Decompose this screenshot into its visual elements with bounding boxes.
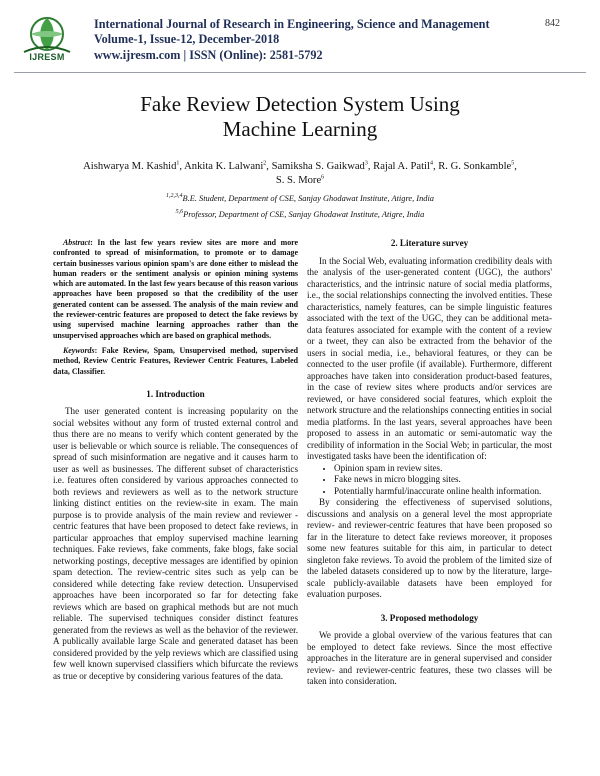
journal-name: International Journal of Research in Engineering, Science and Management <box>94 17 490 31</box>
author-list <box>40 160 560 188</box>
list-item: • Fake news in micro blogging sites. <box>334 474 552 486</box>
author-sup: 5 <box>511 160 515 167</box>
right-column <box>307 238 552 688</box>
ijresm-logo-icon <box>14 12 80 74</box>
author-sep: , <box>432 161 439 172</box>
author-name: Ankita K. Lalwani <box>184 161 264 172</box>
left-column <box>53 238 298 682</box>
affiliation-sup: 5,6 <box>175 209 184 216</box>
keywords-label: Keywords <box>63 345 95 355</box>
author-sup: 1 <box>176 160 180 167</box>
author-sep: , <box>266 161 272 172</box>
author-sup: 2 <box>263 160 267 167</box>
author-name: Samiksha S. Gaikwad <box>271 161 365 172</box>
affiliation-sup: 1,2,3,4 <box>166 193 183 200</box>
author-sup: 4 <box>429 160 433 167</box>
page-number: 842 <box>545 18 560 29</box>
section-heading-literature-survey: 2. Literature survey <box>390 238 469 248</box>
author-sup: 3 <box>364 160 368 167</box>
author-sep: , <box>514 161 517 172</box>
literature-paragraph-1: In the Social Web, evaluating information credibility deals with the analysis of the user-generated content (UGC), the authors' characteristics, and the intrinsic nature of social media platforms, i.e., the social relationships connecting the involved entities. These characteristics, namely features, can be simple linguistic features associated with the text of the UGC, they can be additional meta-data features associated for example with the content of a review or a tweet, they can also be extracted from the behavior of the users in social media, i.e., behavioral features, or they can be connected to the user profile (if available). Furthermore, different approaches have taken into consideration product-based features, in the case of review sites where products and/or services are reviewed, or have considered social features, which exploit the network structure and the relationships connecting entities in social media platforms. In the last years, several approaches have been proposed to assess in an automatic or semi-automatic way the credibility of information in the Social Web; in particular, the most investigated tasks have been the identification of: <box>307 255 552 461</box>
section-heading-introduction: 1. Introduction <box>146 388 205 399</box>
section-heading-proposed-methodology: 3. Proposed methodology <box>380 612 479 623</box>
author-name: S. S. More <box>275 175 322 186</box>
author-name: Rajal A. Patil <box>373 161 430 172</box>
author-name: Aishwarya M. Kashid <box>83 161 177 172</box>
journal-volume: Volume-1, Issue-12, December-2018 <box>94 32 280 47</box>
title-line-2: Machine Learning <box>222 117 378 141</box>
list-item: • Potentially harmful/inaccurate online health information. <box>334 486 552 498</box>
affiliation-2: $^{5,6}$Professor, Department of CSE, Sanjay Ghodawat Institute, Atigre, India <box>175 209 425 219</box>
author-sep: , <box>179 161 185 172</box>
keywords-text: : Fake Review, Spam, Unsupervised method, supervised method, Review Centric Features, Reviewer Centric Features, Labeled data, Classifier. <box>53 345 298 376</box>
abstract-label: Abstract <box>63 238 91 247</box>
abstract <box>53 238 298 341</box>
author-sup: 6 <box>321 174 325 181</box>
title-line-1: Fake Review Detection System Using <box>140 92 460 116</box>
introduction-paragraph: The user generated content is increasing popularity on the social websites without any form of trusted external control and thus there are no means to verify which content generated by the user is believable or which source is reliable. The consequences of spread of such misinformation are negative and it causes harm to user as well as businesses. The different subset of characteristics i.e. features often considered by various approaches connected to both reviews and reviewers as well as to the network structure linking distinct entities on the review-site in exam. The main purpose is to provide analysis of the main review and reviewer -centric features that have been proposed to detect fake reviews, in particular approaches that employ supervised machine learning techniques. Fake reviews, fake comments, fake blogs, fake social networking postings, deceptive messages are identified by opinion spam detection. The review-centric sites such as yelp can be considered while detecting fake review detection. Unsupervised approaches have been incorporated so far for detecting fake reviews which are based on graphical methods but are not much reliable. The supervised techniques consider distinct features generated from the reviews as well as the behavior of the reviewer. A publically available large Scale and generated dataset has been considered provided by the yelp reviews which are classified using few well known supervised classifiers which bifurcate the reviews as true or deceptive by considering various features of the data. <box>53 406 298 681</box>
abstract-text: : In the last few years review sites are more and more confronted to spread of misinformation, to promote or to damage certain businesses various opinion spam's are done either to mislead the human readers or the sentiment analysis or opinion mining systems which are automated. In the last few years because of this reason various approaches have been proposed so that the credibility of the user generated content can be assessed. The analysis of the main review and the reviewer-centric features are proposed to detect the fake reviews by using supervised machine learning approaches rather than the unsupervised approaches which are based on graphical methods. <box>53 238 298 340</box>
logo-text: IJRESM <box>29 52 65 62</box>
journal-website: www.ijresm.com | ISSN (Online): 2581-5792 <box>94 47 323 62</box>
methodology-paragraph: We provide a global overview of the various features that can be employed to detect fake reviews. Since the most effective approaches in the literature are in general supervised and consider review- and reviewer-centric features, these two classes will be taken into consideration. <box>307 630 552 686</box>
list-item: • Opinion spam in review sites. <box>334 463 552 475</box>
keywords <box>53 346 298 377</box>
literature-bullet-list <box>307 463 552 498</box>
author-name: R. G. Sonkamble <box>438 161 512 172</box>
header-divider <box>14 72 586 73</box>
journal-header <box>94 17 490 63</box>
paper-title <box>0 92 600 142</box>
affiliation-1: $^{1,2,3,4}$B.E. Student, Department of CSE, Sanjay Ghodawat Institute, Atigre, India <box>166 193 434 203</box>
author-sep: , <box>367 161 374 172</box>
literature-paragraph-2: By considering the effectiveness of supervised solutions, discussions and analysis on a general level the most appropriate review- and reviewer-centric features that have been proposed so far in the literature to detect fake reviews moreover, it proposes some new features suitable for this aim, in particular to detect singleton fake reviews. To avoid the problem of the limited size of the labeled datasets considered up to now by the literature, large-scale publicly-available datasets have been employed for evaluation purposes. <box>307 497 552 599</box>
